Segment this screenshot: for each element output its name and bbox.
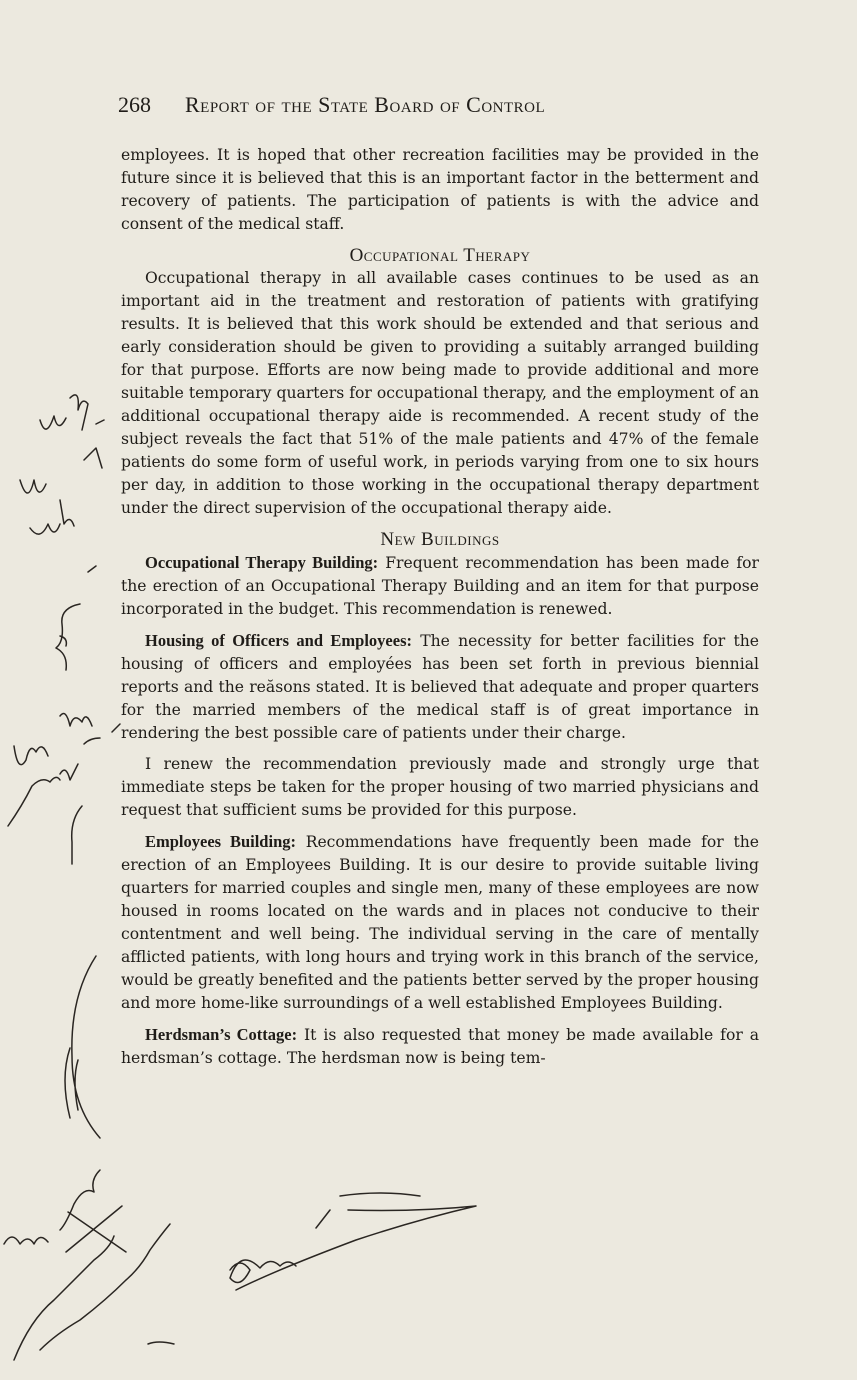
paragraph-employees-building [121,830,759,1015]
margin-scribble-occupational [20,395,104,572]
page-number: 268 [118,92,151,117]
text-herdsman: It is also requested that money be made available for a herdsman’s cottage. The herdsman now is being tem- [121,1026,759,1067]
paragraph-recreation: employees. It is hoped that other recreation facilities may be provided in the future since it is believed that this is an important factor in the betterment and recovery of patients. The participation of patients is with the advice and consent of the medical staff. [121,146,759,233]
underline-cottage-stroke [236,1193,476,1290]
heading-occupational-therapy: Occupational Therapy [349,245,531,266]
lead-ot-building: Occupational Therapy Building: [145,553,379,572]
paragraph-renew: I renew the recommendation previously made and strongly urge that immediate steps be taken for the proper housing of two married physicians and request that sufficient sums be provided for this purpose. [121,755,759,819]
heading-new-buildings: New Buildings [380,529,500,550]
running-title: Report of the State Board of Control [185,92,546,117]
lead-herdsman: Herdsman’s Cottage: [145,1025,298,1044]
text-employees-building: Recommendations have frequently been made for the erection of an Employees Building. It is our desire to provide suitable living quarters for married couples and single men, many of these employees are now housed in rooms located on the wards and in places not conducive to their contentment and well being. The individual serving in the care of mentally afflicted patients, with long hours and trying work in this branch of the service, would be greatly benefited and the patients better served by the proper housing and more home-like surroundings of a well established Employees Building. [121,833,759,1012]
margin-scribble-ow [230,1260,296,1283]
paragraph-occupational-therapy: Occupational therapy in all available cases continues to be used as an important aid in the treatment and restoration of patients with gratifying results. It is believed that this work should be extended and that serious and early consideration should be given to providing a suitably arranged building for that purpose. Efforts are now being made to provide additional and more suitable temporary quarters for occupational therapy, and the employment of an additional occupational therapy aide is recommended. A recent study of the subject reveals the fact that 51% of the male patients and 47% of the female patients do some form of useful work, in periods varying from one to six hours per day, in addition to those working in the occupational therapy department under the direct supervision of the occupational therapy aide. [121,269,759,517]
margin-bracket-employees [65,956,100,1138]
margin-scribble-housing [8,714,120,864]
margin-scribble-herdsman [4,1170,174,1360]
lead-housing: Housing of Officers and Employees: [145,631,412,650]
paragraph-housing [121,629,759,745]
paragraph-herdsman [121,1023,759,1070]
text-ot-building: Frequent recommendation has been made for the erection of an Occupational Therapy Building and an item for that purpose incorporated in the budget. This recommendation is renewed. [121,554,759,618]
text-housing: The necessity for better facilities for the housing of officers and employées has been set forth in previous biennial reports and the reăsons stated. It is believed that adequate and proper quarters for the married members of the medical staff is of great importance in rendering the best possible care of patients under their charge. [121,632,759,742]
paragraph-ot-building [121,551,759,621]
margin-bracket-ot-building [56,604,80,670]
lead-employees-building: Employees Building: [145,832,296,851]
report-body [121,144,759,1070]
page-header [118,92,678,118]
